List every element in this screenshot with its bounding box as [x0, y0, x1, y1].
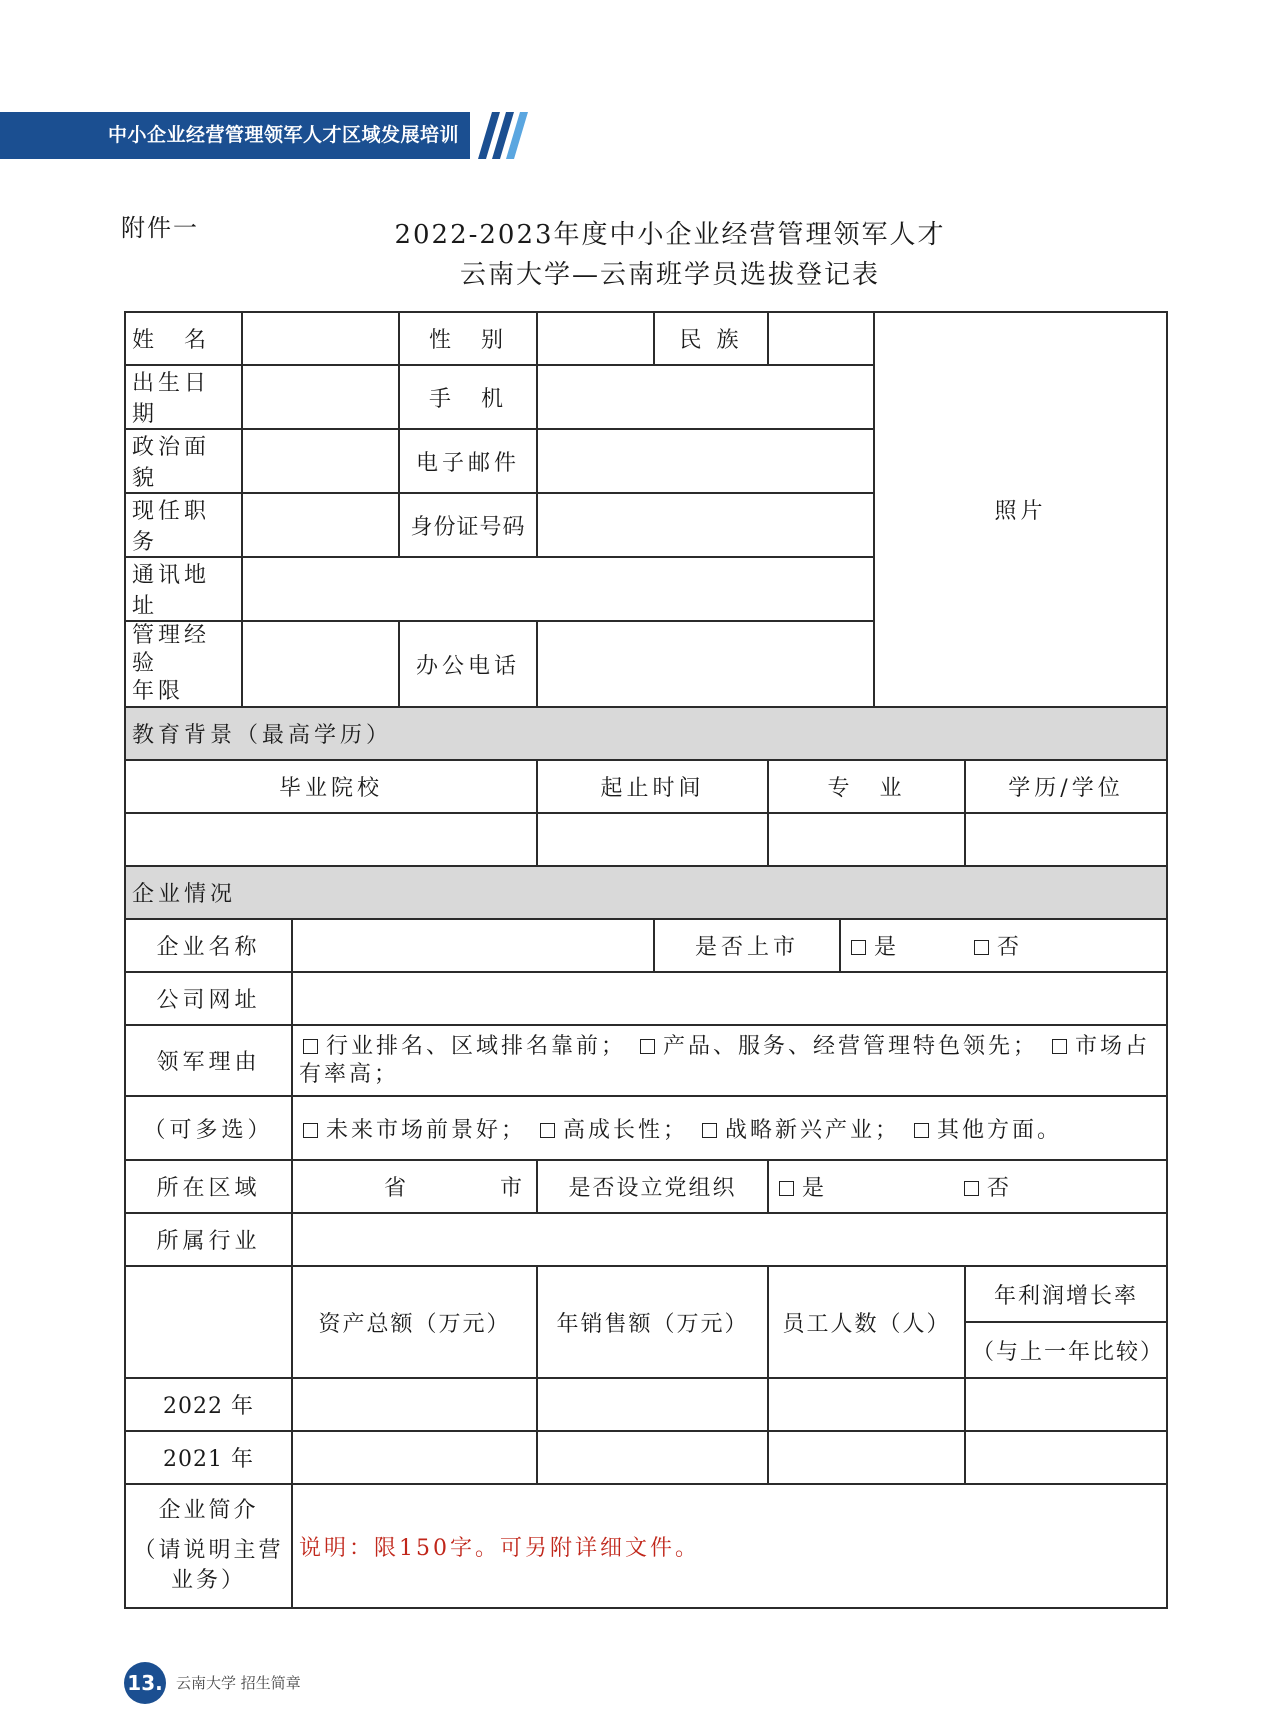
reason-prospect-checkbox[interactable]: [303, 1123, 318, 1138]
input-mgmt[interactable]: [242, 621, 399, 707]
label-political: 政治面貌: [125, 429, 242, 493]
input-address[interactable]: [242, 557, 874, 621]
input-political[interactable]: [242, 429, 399, 493]
edu-col-school: 毕业院校: [125, 760, 537, 813]
input-ethnicity[interactable]: [768, 312, 874, 365]
reason-product-label: 产品、服务、经营管理特色领先；: [663, 1033, 1039, 1059]
reason-rank-label: 行业排名、区域排名靠前；: [326, 1033, 627, 1059]
input-major[interactable]: [768, 813, 965, 866]
edu-col-period: 起止时间: [537, 760, 768, 813]
label-lead-reason: 领军理由: [125, 1025, 292, 1096]
fin-col-profit-note: （与上一年比较）: [965, 1322, 1167, 1378]
label-website: 公司网址: [125, 972, 292, 1025]
party-no-checkbox[interactable]: [964, 1181, 979, 1196]
reason-options-1: [292, 1025, 1167, 1096]
input-period[interactable]: [537, 813, 768, 866]
reason-prospect-label: 未来市场前景好；: [326, 1117, 527, 1143]
input-company[interactable]: [292, 919, 654, 972]
reason-other-label: 其他方面。: [937, 1117, 1063, 1143]
label-party: 是否设立党组织: [537, 1160, 768, 1213]
edu-col-major: 专 业: [768, 760, 965, 813]
label-mgmt-line1: 管理经验: [132, 623, 211, 676]
reason-other-checkbox[interactable]: [914, 1123, 929, 1138]
label-ethnicity: 民 族: [654, 312, 768, 365]
reason-product-checkbox[interactable]: [640, 1039, 655, 1054]
label-email: 电子邮件: [399, 429, 537, 493]
fin-corner: [125, 1266, 292, 1378]
attachment-label: 附件一: [121, 214, 199, 242]
label-industry: 所属行业: [125, 1213, 292, 1266]
input-region[interactable]: [292, 1160, 537, 1213]
label-mgmt-line2: 年限: [132, 679, 185, 704]
doc-title-line2: 云南大学—云南班学员选拔登记表: [459, 260, 880, 290]
profit-2022[interactable]: [965, 1378, 1167, 1431]
profit-2021[interactable]: [965, 1431, 1167, 1484]
label-birth: 出生日期: [125, 365, 242, 429]
input-idno[interactable]: [537, 493, 874, 557]
input-website[interactable]: [292, 972, 1167, 1025]
year-2021: 2021 年: [125, 1431, 292, 1484]
input-email[interactable]: [537, 429, 874, 493]
label-gender: 性 别: [399, 312, 537, 365]
banner-stripes-icon: [478, 112, 538, 159]
listed-options: [840, 919, 1167, 972]
staff-2022[interactable]: [768, 1378, 965, 1431]
reason-emerging-label: 战略新兴产业；: [725, 1117, 901, 1143]
fin-col-profit: 年利润增长率: [965, 1266, 1167, 1322]
input-intro[interactable]: [292, 1484, 1167, 1608]
label-address: 通讯地址: [125, 557, 242, 621]
header-banner: [0, 112, 470, 159]
label-office-phone: 办公电话: [399, 621, 537, 707]
label-mgmt: [125, 621, 242, 707]
fin-col-staff: 员工人数（人）: [768, 1266, 965, 1378]
reason-rank-checkbox[interactable]: [303, 1039, 318, 1054]
input-phone[interactable]: [537, 365, 874, 429]
fin-col-assets: 资产总额（万元）: [292, 1266, 537, 1378]
listed-no-label: 否: [997, 935, 1024, 960]
reason-growth-checkbox[interactable]: [540, 1123, 555, 1138]
input-industry[interactable]: [292, 1213, 1167, 1266]
input-school[interactable]: [125, 813, 537, 866]
label-listed: 是否上市: [654, 919, 840, 972]
input-office-phone[interactable]: [537, 621, 874, 707]
section-education: 教育背景（最高学历）: [125, 707, 1167, 760]
party-no-label: 否: [987, 1176, 1014, 1201]
label-idno: 身份证号码: [399, 493, 537, 557]
fin-col-sales: 年销售额（万元）: [537, 1266, 768, 1378]
label-name: 姓 名: [125, 312, 242, 365]
listed-no-checkbox[interactable]: [974, 940, 989, 955]
listed-yes-label: 是: [874, 935, 901, 960]
assets-2022[interactable]: [292, 1378, 537, 1431]
label-company: 企业名称: [125, 919, 292, 972]
staff-2021[interactable]: [768, 1431, 965, 1484]
edu-col-degree: 学历/学位: [965, 760, 1167, 813]
footer-text: 云南大学 招生简章: [176, 1674, 301, 1692]
assets-2021[interactable]: [292, 1431, 537, 1484]
registration-form: [124, 311, 1168, 1609]
reason-options-2: [292, 1096, 1167, 1160]
reason-share-label: 市场占有率高；: [299, 1033, 1151, 1087]
listed-yes-checkbox[interactable]: [851, 940, 866, 955]
sales-2021[interactable]: [537, 1431, 768, 1484]
sales-2022[interactable]: [537, 1378, 768, 1431]
doc-title-line1: 2022-2023年度中小企业经营管理领军人才: [394, 220, 946, 250]
reason-share-checkbox[interactable]: [1052, 1039, 1067, 1054]
reason-growth-label: 高成长性；: [563, 1117, 689, 1143]
input-degree[interactable]: [965, 813, 1167, 866]
province-label: 省: [383, 1176, 410, 1201]
city-label: 市: [499, 1176, 526, 1201]
party-yes-label: 是: [802, 1176, 829, 1201]
party-options: [768, 1160, 1167, 1213]
label-position: 现任职务: [125, 493, 242, 557]
label-multi: （可多选）: [125, 1096, 292, 1160]
section-enterprise: 企业情况: [125, 866, 1167, 919]
label-phone: 手 机: [399, 365, 537, 429]
intro-note: 说明：限150字。可另附详细文件。: [299, 1535, 700, 1561]
input-gender[interactable]: [537, 312, 654, 365]
party-yes-checkbox[interactable]: [779, 1181, 794, 1196]
page-number: 13.: [124, 1662, 166, 1704]
input-name[interactable]: [242, 312, 399, 365]
input-position[interactable]: [242, 493, 399, 557]
reason-emerging-checkbox[interactable]: [702, 1123, 717, 1138]
year-2022: 2022 年: [125, 1378, 292, 1431]
label-intro-line2: （请说明主营业务）: [133, 1538, 284, 1593]
photo-box: 照片: [874, 312, 1167, 707]
label-intro: [125, 1484, 292, 1608]
input-birth[interactable]: [242, 365, 399, 429]
label-intro-line1: 企业简介: [158, 1498, 259, 1523]
banner-text: 中小企业经营管理领军人才区域发展培训: [108, 124, 460, 146]
label-region: 所在区域: [125, 1160, 292, 1213]
